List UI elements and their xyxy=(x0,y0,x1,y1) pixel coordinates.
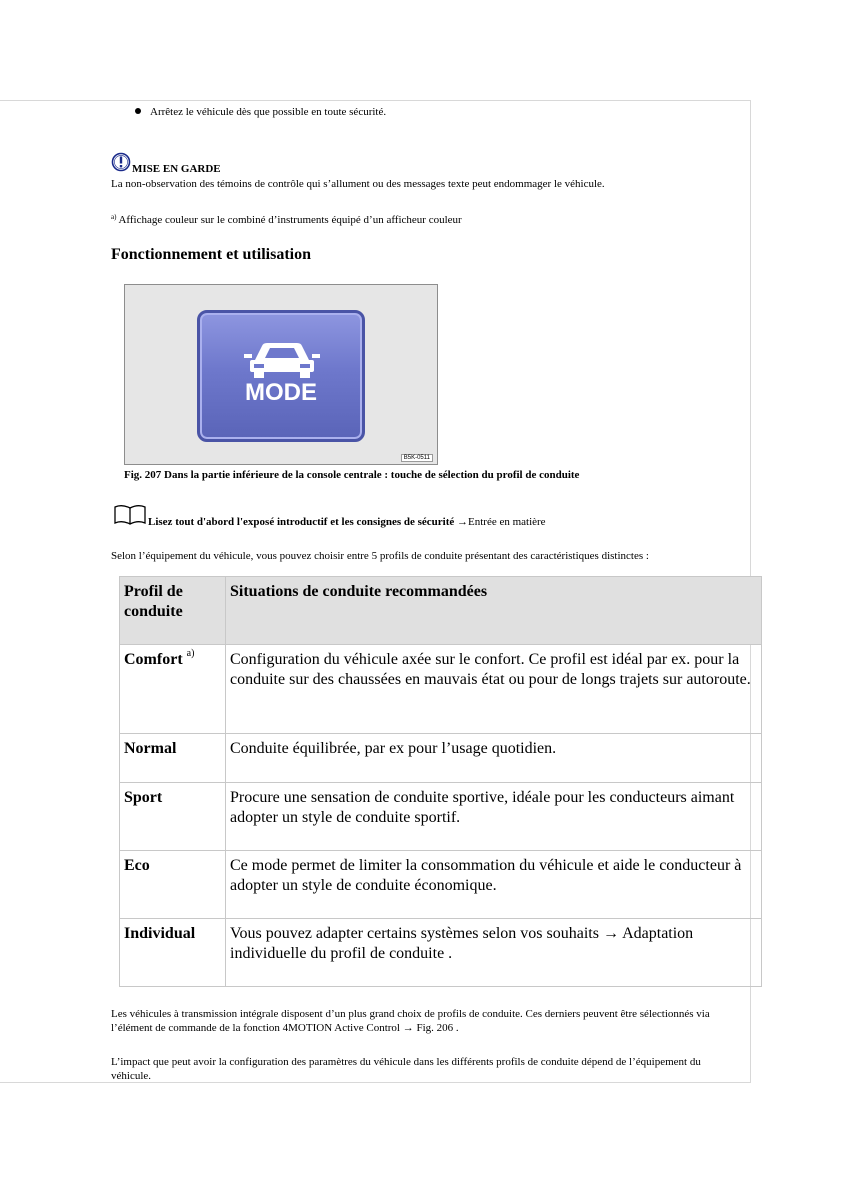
mode-button-illustration xyxy=(197,310,365,442)
description-cell: Procure une sensation de conduite sportive, idéale pour les conducteurs aimant adopter un style de conduite sportif. xyxy=(226,783,762,851)
profile-cell: Normal xyxy=(120,734,226,783)
table-row xyxy=(120,783,762,851)
read-note-text: Lisez tout d'abord l'exposé introductif et les consignes de sécurité xyxy=(148,516,455,528)
paragraph-4motion: Les véhicules à transmission intégrale disposent d’un plus grand choix de profils de conduite. Ces derniers peuvent être sélectionnés via l’élément de commande de la fonction 4MOTION Active Control → Fig. 206 . xyxy=(111,1008,710,1034)
profiles-table xyxy=(119,576,762,987)
intro-text: Selon l’équipement du véhicule, vous pouvez choisir entre 5 profils de conduite présentant des caractéristiques distinctes : xyxy=(111,550,649,562)
header-profile: Profil de conduite xyxy=(120,577,226,645)
bullet-item xyxy=(135,105,386,119)
table-row xyxy=(120,919,762,987)
paragraph-impact: L’impact que peut avoir la configuration des paramètres du véhicule dans les différents profils de conduite dépend de l’équipement du véhicule. xyxy=(111,1056,701,1082)
profile-cell: Sport xyxy=(120,783,226,851)
description-cell: Vous pouvez adapter certains systèmes selon vos souhaits → Adaptation individuelle du profil de conduite . xyxy=(226,919,762,987)
section-title: Fonctionnement et utilisation xyxy=(111,246,311,263)
bullet-text: Arrêtez le véhicule dès que possible en toute sécurité. xyxy=(150,106,387,118)
footnote-text: Affichage couleur sur le combiné d’instruments équipé d’un afficheur couleur xyxy=(118,214,462,226)
warning-circle-icon xyxy=(111,152,131,172)
footnote-mark: a) xyxy=(111,213,117,221)
profile-footnote-mark: a) xyxy=(186,648,195,659)
warning-title: MISE EN GARDE xyxy=(132,163,221,175)
warning-text: La non-observation des témoins de contrôle qui s’allument ou des messages texte peut endommager le véhicule. xyxy=(111,178,605,190)
mode-button-label: MODE xyxy=(245,379,317,406)
table-row xyxy=(120,645,762,734)
description-cell: Configuration du véhicule axée sur le confort. Ce profil est idéal par ex. pour la conduite sur des chaussées en mauvais état ou pour de longs trajets sur autoroute. xyxy=(226,645,762,734)
profile-cell: Eco xyxy=(120,851,226,919)
footnote xyxy=(111,210,462,227)
book-icon xyxy=(113,504,147,525)
bullet-dot-icon xyxy=(135,108,141,114)
figure-mode-button xyxy=(124,284,438,465)
table-row xyxy=(120,734,762,783)
description-cell: Conduite équilibrée, par ex pour l’usage quotidien. xyxy=(226,734,762,783)
car-icon xyxy=(244,340,320,380)
profile-cell: Individual xyxy=(120,919,226,987)
profile-cell xyxy=(120,645,226,734)
read-note xyxy=(148,515,546,529)
profile-name: Comfort xyxy=(124,651,183,668)
table-row xyxy=(120,851,762,919)
table-header-row xyxy=(120,577,762,645)
read-note-link[interactable]: →Entrée en matière xyxy=(457,516,546,528)
description-cell: Ce mode permet de limiter la consommation du véhicule et aide le conducteur à adopter un style de conduite économique. xyxy=(226,851,762,919)
frame-top-border xyxy=(0,100,751,101)
figure-code: B5K-0511 xyxy=(401,454,433,462)
header-situations: Situations de conduite recommandées xyxy=(226,577,762,645)
figure-caption: Fig. 207 Dans la partie inférieure de la console centrale : touche de sélection du profil de conduite xyxy=(124,469,580,481)
